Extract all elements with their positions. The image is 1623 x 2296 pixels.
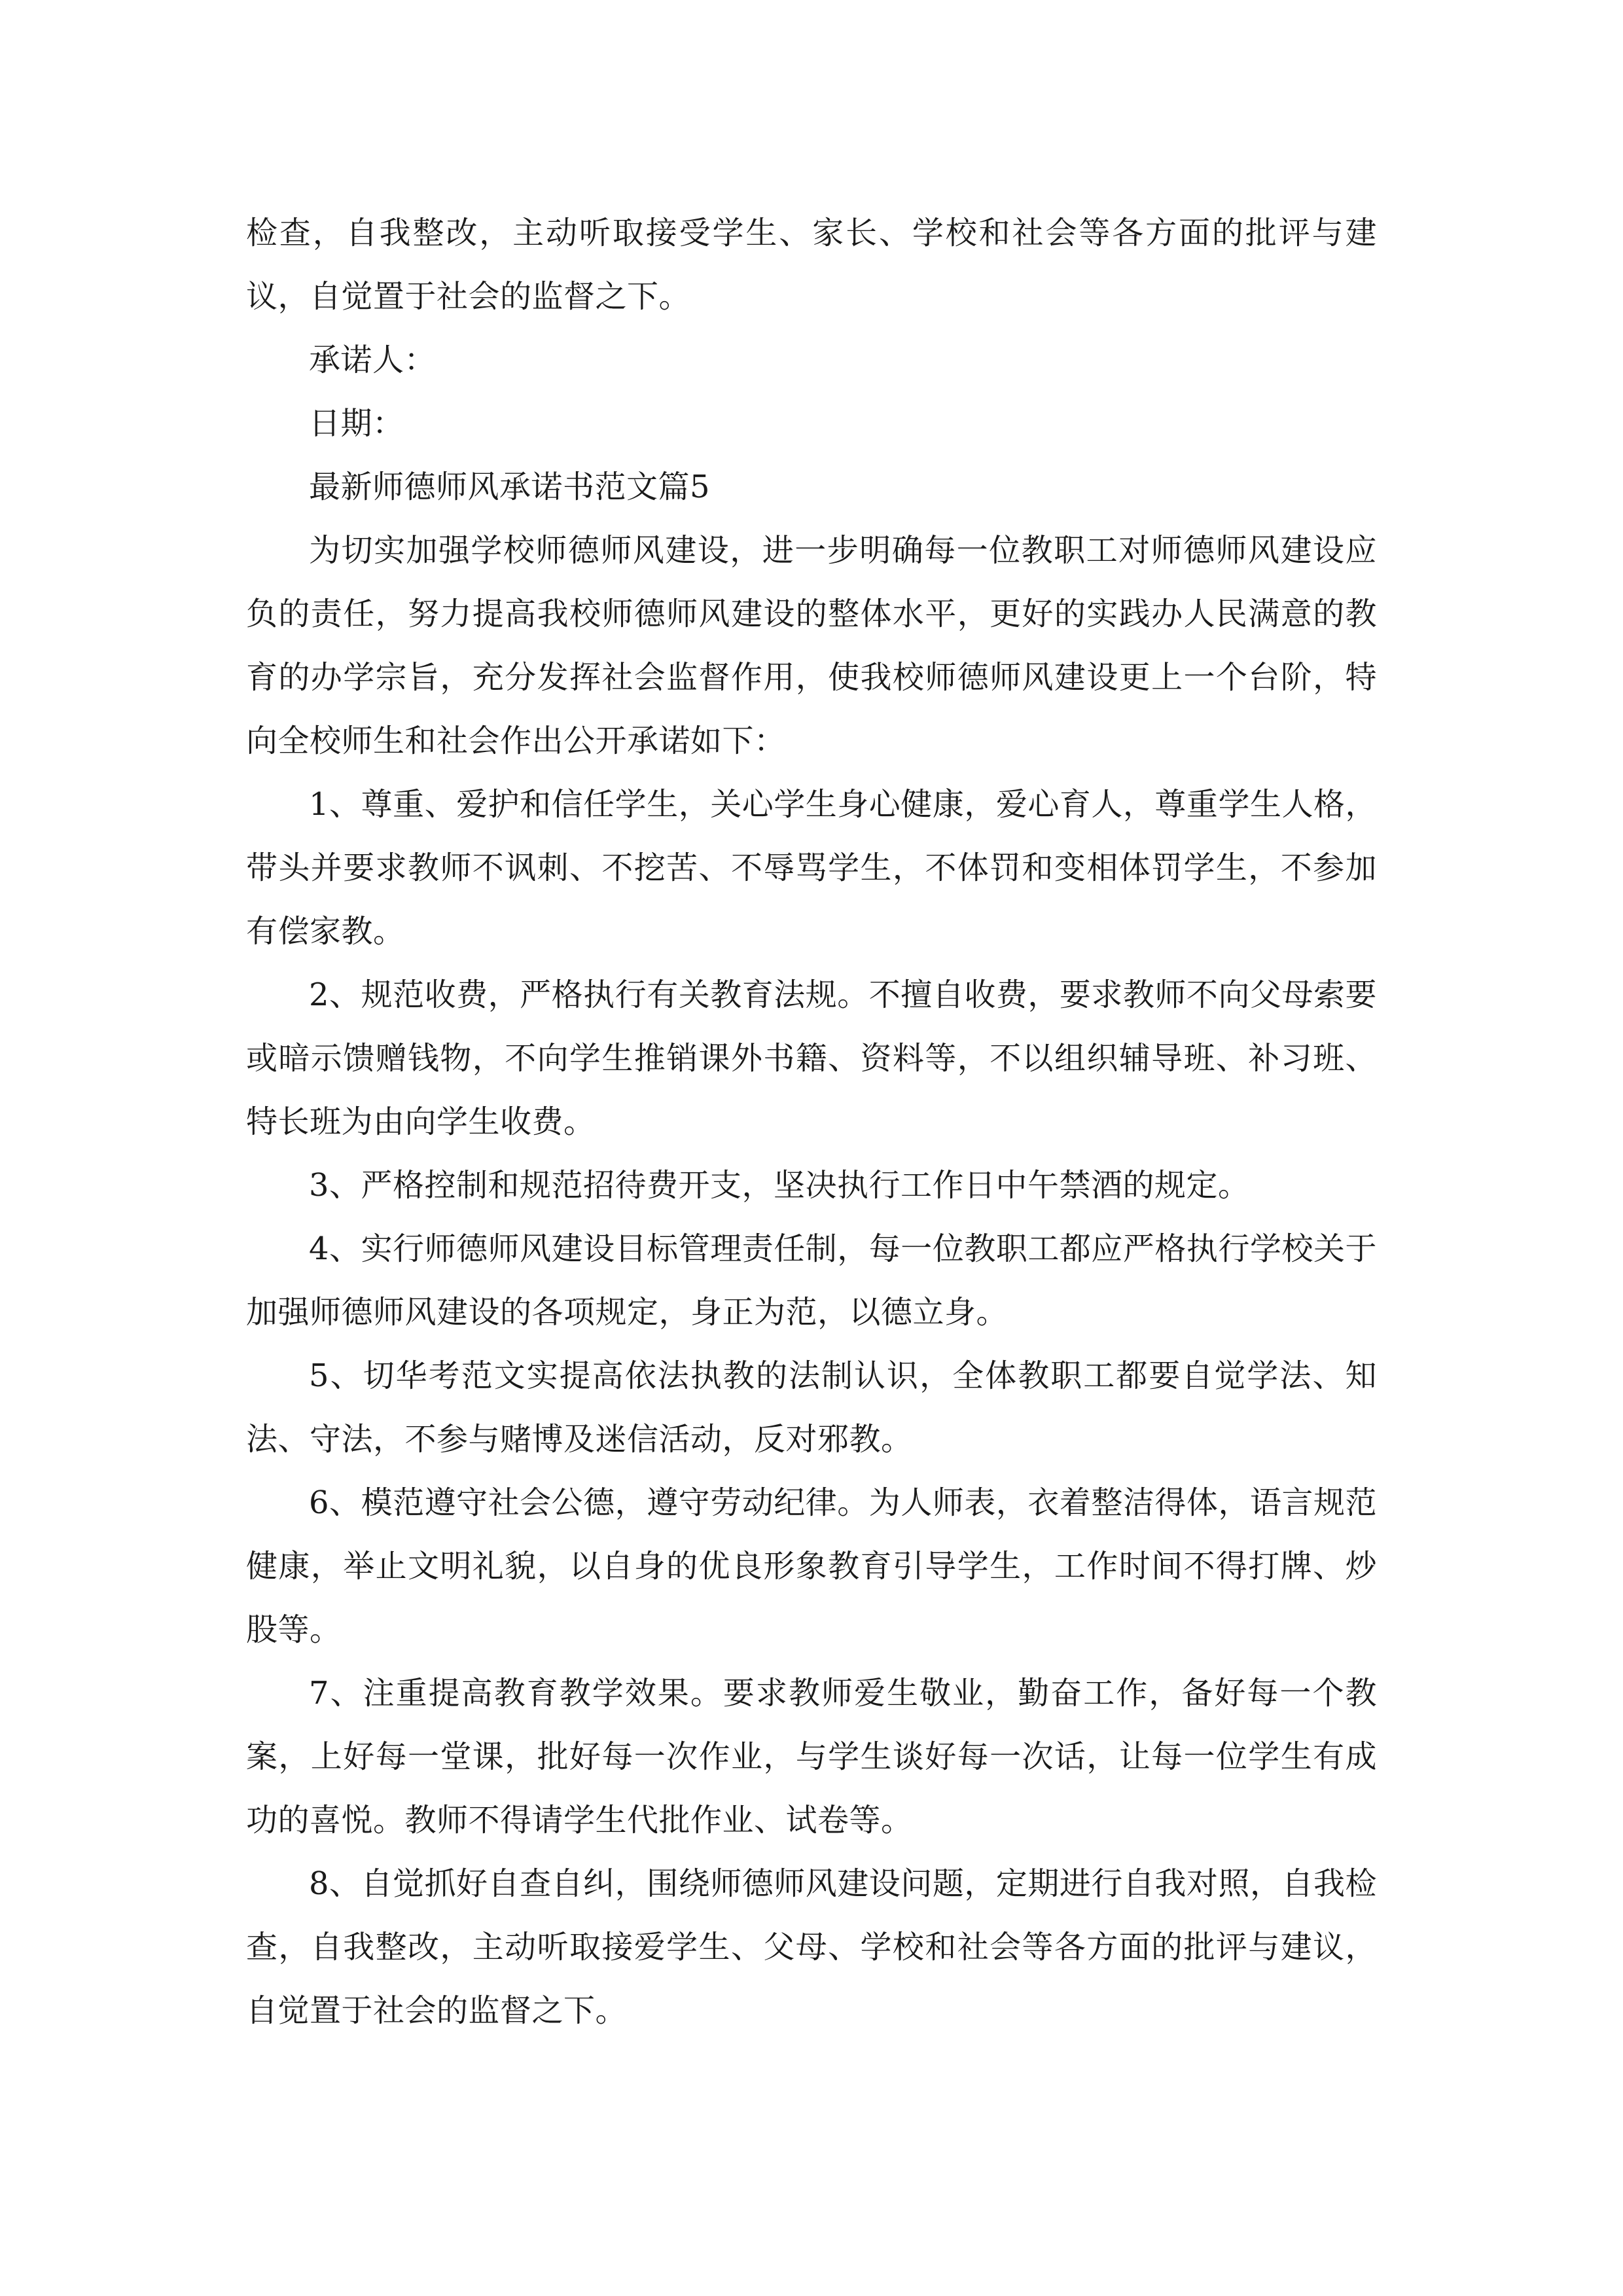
pledge-item-4: 4、实行师德师风建设目标管理责任制，每一位教职工都应严格执行学校关于加强师德师风建设的各项规定，身正为范，以德立身。 [246, 1230, 1377, 1331]
pledge-item-3: 3、严格控制和规范招待费开支，坚决执行工作日中午禁酒的规定。 [309, 1167, 1250, 1204]
pledge-item-2: 2、规范收费，严格执行有关教育法规。不擅自收费，要求教师不向父母索要或暗示馈赠钱物，不向学生推销课外书籍、资料等，不以组织辅导班、补习班、特长班为由向学生收费。 [246, 977, 1377, 1140]
pledge-item-6: 6、模范遵守社会公德，遵守劳动纪律。为人师表，衣着整洁得体，语言规范健康，举止文明礼貌，以自身的优良形象教育引导学生，工作时间不得打牌、炒股等。 [246, 1484, 1377, 1648]
document-body [246, 202, 1377, 2043]
pledge-item-1: 1、尊重、爱护和信任学生，关心学生身心健康，爱心育人，尊重学生人格，带头并要求教师不讽刺、不挖苦、不辱骂学生，不体罚和变相体罚学生，不参加有偿家教。 [246, 786, 1377, 950]
pledge-item-5: 5、切华考范文实提高依法执教的法制认识，全体教职工都要自觉学法、知法、守法，不参与赌博及迷信活动，反对邪教。 [246, 1357, 1377, 1458]
pledge-item-7: 7、注重提高教育教学效果。要求教师爱生敬业，勤奋工作，备好每一个教案，上好每一堂课，批好每一次作业，与学生谈好每一次话，让每一位学生有成功的喜悦。教师不得请学生代批作业、试卷等。 [246, 1675, 1377, 1839]
section-title: 最新师德师风承诺书范文篇5 [309, 469, 711, 505]
paragraph-continuation: 检查，自我整改，主动听取接受学生、家长、学校和社会等各方面的批评与建议，自觉置于社会的监督之下。 [246, 215, 1377, 315]
pledge-item-8: 8、自觉抓好自查自纠，围绕师德师风建设问题，定期进行自我对照，自我检查，自我整改，主动听取接爱学生、父母、学校和社会等各方面的批评与建议，自觉置于社会的监督之下。 [246, 1865, 1377, 2029]
date-label: 日期： [309, 405, 404, 442]
signatory-label: 承诺人： [309, 342, 437, 378]
intro-paragraph: 为切实加强学校师德师风建设，进一步明确每一位教职工对师德师风建设应负的责任，努力提高我校师德师风建设的整体水平，更好的实践办人民满意的教育的办学宗旨，充分发挥社会监督作用，使我校师德师风建设更上一个台阶，特向全校师生和社会作出公开承诺如下： [246, 532, 1377, 759]
